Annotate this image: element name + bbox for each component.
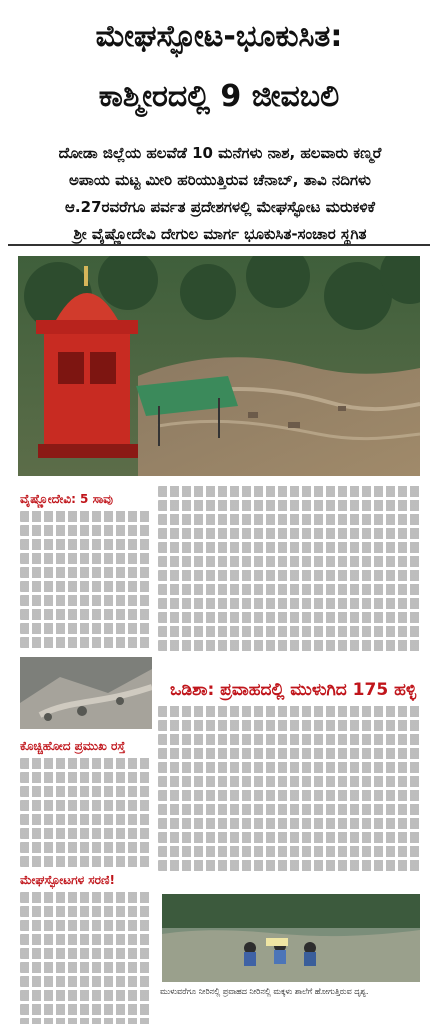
children-flood-photo (162, 894, 420, 982)
deck-line-2: ಅಪಾಯ ಮಟ್ಟ ಮೀರಿ ಹರಿಯುತ್ತಿರುವ ಚೆನಾಬ್, ತಾವಿ ನದಿಗಳು (69, 171, 371, 189)
deck-line-4: ಶ್ರೀ ವೈಷ್ಣೋದೇವಿ ದೇಗುಲ ಮಾರ್ಗ ಭೂಕುಸಿತ-ಸಂಚಾರ ಸ್ಥಗಿತ (73, 225, 367, 243)
headline-line-1: ಮೇಘಸ್ಫೋಟ-ಭೂಕುಸಿತ: (95, 19, 343, 54)
left-column (20, 486, 152, 1024)
odisha-heading: ಒಡಿಶಾ: ಪ್ರವಾಹದಲ್ಲಿ ಮುಳುಗಿದ 175 ಹಳ್ಳಿ (170, 680, 417, 700)
flood-temple-photo (18, 256, 420, 476)
odisha-text (158, 706, 420, 871)
odisha-story (158, 706, 420, 874)
road-washed-heading: ಕೊಚ್ಚಿಹೋದ ಪ್ರಮುಖ ರಸ್ತೆ (20, 739, 126, 753)
deck-line-3: ಆ.27ರವರೆಗೂ ಪರ್ವತ ಪ್ರದೇಶಗಳಲ್ಲಿ ಮೇಘಸ್ಫೋಟ ಮರುಕಳಿಕೆ (65, 198, 375, 216)
road-washed-text (20, 758, 152, 867)
landslide-photo (20, 657, 152, 729)
cloudbursts-text (20, 892, 152, 1024)
vaishno-devi-heading: ವೈಷ್ಣೋದೇವಿ: 5 ಸಾವು (20, 492, 113, 506)
vaishno-devi-text (20, 511, 152, 648)
photo-caption: ಮುಳುವರೆಗೂ ನೀರಿನಲ್ಲಿ ಪ್ರವಾಹದ ನೀರಿನಲ್ಲಿ ಮಕ್ಕಳು ಶಾಲೆಗೆ ಹೋಗುತ್ತಿರುವ ದೃಶ್ಯ. (160, 987, 369, 996)
deck-lines (12, 140, 428, 248)
cloudbursts-heading: ಮೇಘಸ್ಫೋಟಗಳ ಸರಣಿ! (20, 873, 115, 887)
right-column (158, 486, 420, 654)
main-story-text (158, 486, 420, 651)
headline-rule (8, 244, 430, 246)
deck-line-1: ದೋಡಾ ಜಿಲ್ಲೆಯ ಹಲವೆಡೆ 10 ಮನೆಗಳು ನಾಶ, ಹಲವಾರು ಕಣ್ಮರೆ (58, 144, 382, 162)
headline-line-2: ಕಾಶ್ಮೀರದಲ್ಲಿ 9 ಜೀವಬಲಿ (98, 79, 340, 114)
